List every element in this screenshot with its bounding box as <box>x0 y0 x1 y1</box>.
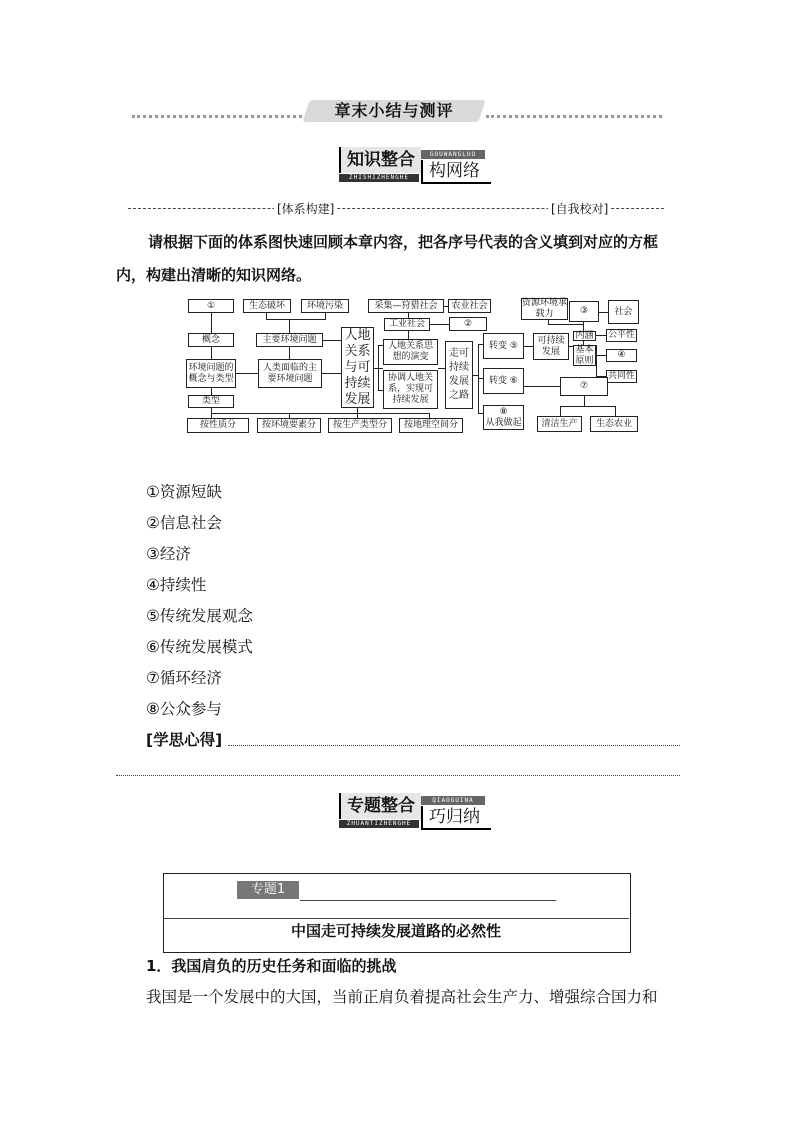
reflection-line-2 <box>116 775 680 776</box>
topic-tag-line <box>300 900 556 901</box>
content-box: 内涵 <box>573 331 596 341</box>
topic-section-subtitle: 巧归纳 <box>421 806 491 830</box>
answer-3: ③经济 <box>146 545 191 563</box>
topic-divider <box>163 918 629 919</box>
answer-6: ⑥传统发展模式 <box>146 638 253 656</box>
blank-box-3: ③ <box>569 301 599 322</box>
topic-section-pinyin-top: QIAOGUINA <box>421 796 485 805</box>
capacity-box: 资源环境承载力 <box>522 298 568 319</box>
faced-problems-box: 人类面临的主要环境问题 <box>258 359 322 388</box>
answer-8: ⑧公众参与 <box>146 700 222 718</box>
topic-title: 中国走可持续发展道路的必然性 <box>290 922 501 940</box>
topic-tag: 专题1 <box>237 881 299 899</box>
by-nature-box: 按性质分 <box>187 418 249 433</box>
self-check-tag: [自我校对] <box>548 200 611 217</box>
type-box: 类型 <box>188 395 234 408</box>
industrial-society-box: 工业社会 <box>384 318 430 331</box>
blank-box-7: ⑦ <box>560 377 608 396</box>
topic-box <box>163 873 631 953</box>
by-space-box: 按地理空间分 <box>399 418 463 433</box>
knowledge-title: 知识整合 <box>339 147 421 173</box>
change-6-box: 转变 ⑥ <box>483 368 524 394</box>
change-5-box: 转变 ⑤ <box>483 333 524 359</box>
thought-evolution-box: 人地关系思想的演变 <box>383 339 438 365</box>
answer-1: ①资源短缺 <box>146 483 222 501</box>
common-box: 共同性 <box>607 371 635 381</box>
system-build-tag: [体系构建] <box>274 200 337 217</box>
reflection-label: [学思心得] <box>146 731 223 749</box>
blank-box-8 <box>483 405 524 430</box>
fairness-box: 公平性 <box>607 330 635 340</box>
by-element-box: 按环境要素分 <box>257 418 321 433</box>
answer-2: ②信息社会 <box>146 514 222 532</box>
pollution-box: 环境污染 <box>301 299 349 313</box>
by-production-box: 按生产类型分 <box>328 418 392 433</box>
blank-box-1: ① <box>188 299 234 313</box>
blank-box-4: ④ <box>606 349 637 362</box>
sustain-road-box: 走可持续发展之路 <box>445 341 473 409</box>
principle-box: 基本原则 <box>573 345 596 366</box>
concept-type-box: 环境问题的概念与类型 <box>186 359 236 388</box>
topic-section-title: 专题整合 <box>339 793 421 819</box>
knowledge-subtitle: 构网络 <box>421 160 491 184</box>
clean-production-box: 清洁生产 <box>537 416 582 432</box>
answer-5: ⑤传统发展观念 <box>146 607 253 625</box>
hunting-society-box: 采集—狩猎社会 <box>368 299 444 313</box>
coordinate-box: 协调人地关系，实现可持续发展 <box>383 370 438 409</box>
answer-7: ⑦循环经济 <box>146 669 222 687</box>
center-box: 人地关系与可持续发展 <box>341 327 374 408</box>
sustainable-dev-box: 可持续发展 <box>533 333 569 360</box>
answer-4: ④持续性 <box>146 576 207 594</box>
body-paragraph: 我国是一个发展中的大国，当前正肩负着提高社会生产力、增强综合国力和 <box>146 988 658 1006</box>
knowledge-pinyin-top: GOUWANGLUO <box>421 150 485 159</box>
header-dotted-line-right <box>486 115 662 118</box>
concept-box: 概念 <box>188 333 234 347</box>
blank-label-8: ⑧ <box>499 406 508 417</box>
from-me-label: 从我做起 <box>485 417 522 428</box>
reflection-line <box>228 745 680 746</box>
header-title: 章末小结与测评 <box>334 101 454 120</box>
point-1-heading: 1．我国肩负的历史任务和面临的挑战 <box>146 957 397 975</box>
knowledge-pinyin-bottom: ZHISHIZHENGHE <box>339 174 419 182</box>
header-dotted-line-left <box>132 115 302 118</box>
instruction-paragraph: 请根据下面的体系图快速回顾本章内容，把各序号代表的含义填到对应的方框内，构建出清晰的知识网络。 <box>116 233 659 284</box>
eco-agriculture-box: 生态农业 <box>590 416 638 432</box>
blank-box-2: ② <box>449 317 487 331</box>
society-box: 社会 <box>608 300 639 324</box>
main-env-problem-box: 主要环境问题 <box>256 333 323 347</box>
eco-destruction-box: 生态破坏 <box>243 299 291 313</box>
topic-section-pinyin-bottom: ZHUANTIZHENGHE <box>339 820 419 828</box>
agri-society-box: 农业社会 <box>448 299 491 313</box>
